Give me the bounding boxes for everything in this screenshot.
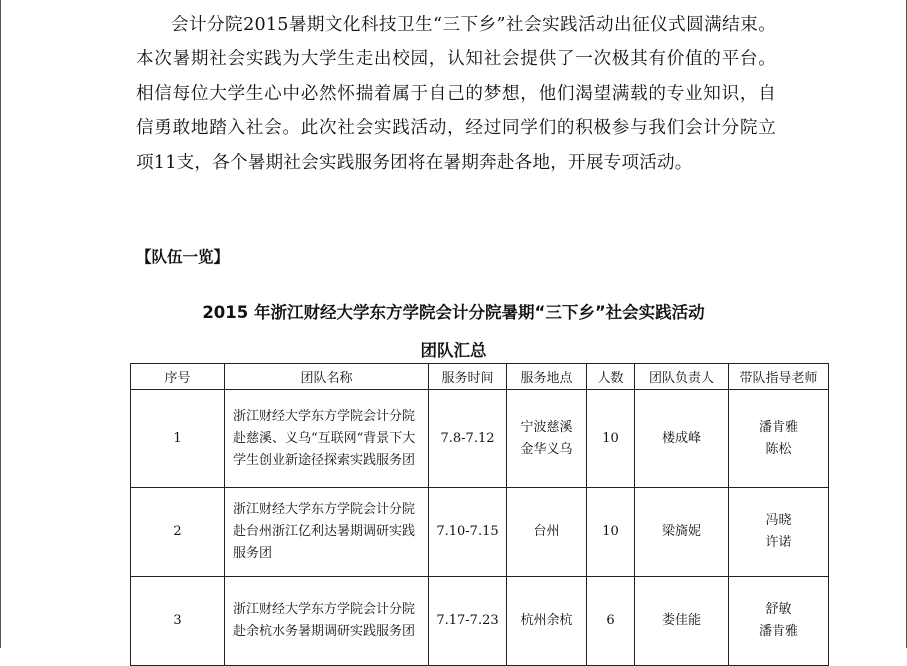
cell-count: 10 — [587, 488, 635, 577]
section-label-team-list: 【队伍一览】 — [136, 248, 230, 266]
table-row — [131, 390, 829, 488]
cell-advisors — [729, 488, 829, 577]
cell-time: 7.10-7.15 — [429, 488, 507, 577]
place-line: 台州 — [533, 524, 560, 539]
cell-team-name: 浙江财经大学东方学院会计分院赴慈溪、义乌“互联网“背景下大学生创业新途径探索实践服务团 — [225, 390, 429, 488]
place-line: 宁波慈溪 — [520, 419, 573, 435]
table-row — [131, 488, 829, 577]
advisor-name: 潘肯雅 — [758, 624, 798, 639]
header-cell-count: 人数 — [587, 364, 635, 390]
cell-place — [507, 577, 587, 666]
table-header-row — [131, 364, 829, 390]
cell-leader: 娄佳能 — [635, 577, 729, 666]
advisor-name: 舒敏 — [765, 602, 792, 617]
cell-time: 7.8-7.12 — [429, 390, 507, 488]
place-line: 杭州余杭 — [520, 613, 573, 628]
advisor-name: 许诺 — [765, 535, 792, 550]
cell-no: 1 — [131, 390, 225, 488]
cell-no: 2 — [131, 488, 225, 577]
cell-team-name: 浙江财经大学东方学院会计分院赴余杭水务暑期调研实践服务团 — [225, 577, 429, 666]
table-title-line1: 2015 年浙江财经大学东方学院会计分院暑期“三下乡”社会实践活动 — [202, 303, 705, 322]
header-cell-leader: 团队负责人 — [635, 364, 729, 390]
advisor-name: 冯晓 — [765, 513, 792, 528]
table-title-line2: 团队汇总 — [420, 341, 487, 360]
header-cell-time: 服务时间 — [429, 364, 507, 390]
cell-leader: 楼成峰 — [635, 390, 729, 488]
advisor-name: 潘肯雅 — [758, 419, 798, 435]
cell-leader: 梁旖妮 — [635, 488, 729, 577]
header-cell-advisors: 带队指导老师 — [729, 364, 829, 390]
cell-place — [507, 390, 587, 488]
place-line: 金华义乌 — [520, 441, 573, 457]
intro-paragraph: 会计分院2015暑期文化科技卫生“三下乡”社会实践活动出征仪式圆满结束。本次暑期社会实践为大学生走出校园，认知社会提供了一次极其有价值的平台。相信每位大学生心中必然怀揣着属于自己的梦想，他们渴望满载的专业知识，自信勇敢地踏入社会。此次社会实践活动，经过同学们的积极参与我们会计分院立项11支，各个暑期社会实践服务团将在暑期奔赴各地，开展专项活动。 — [136, 15, 776, 173]
cell-time: 7.17-7.23 — [429, 577, 507, 666]
header-cell-name: 团队名称 — [225, 364, 429, 390]
cell-advisors — [729, 577, 829, 666]
cell-no: 3 — [131, 577, 225, 666]
cell-team-name: 浙江财经大学东方学院会计分院赴台州浙江亿利达暑期调研实践服务团 — [225, 488, 429, 577]
cell-count: 6 — [587, 577, 635, 666]
team-summary-table — [130, 363, 829, 666]
header-cell-place: 服务地点 — [507, 364, 587, 390]
cell-place — [507, 488, 587, 577]
header-cell-no: 序号 — [131, 364, 225, 390]
cell-count: 10 — [587, 390, 635, 488]
cell-advisors — [729, 390, 829, 488]
advisor-name: 陈松 — [765, 441, 792, 457]
table-row — [131, 577, 829, 666]
